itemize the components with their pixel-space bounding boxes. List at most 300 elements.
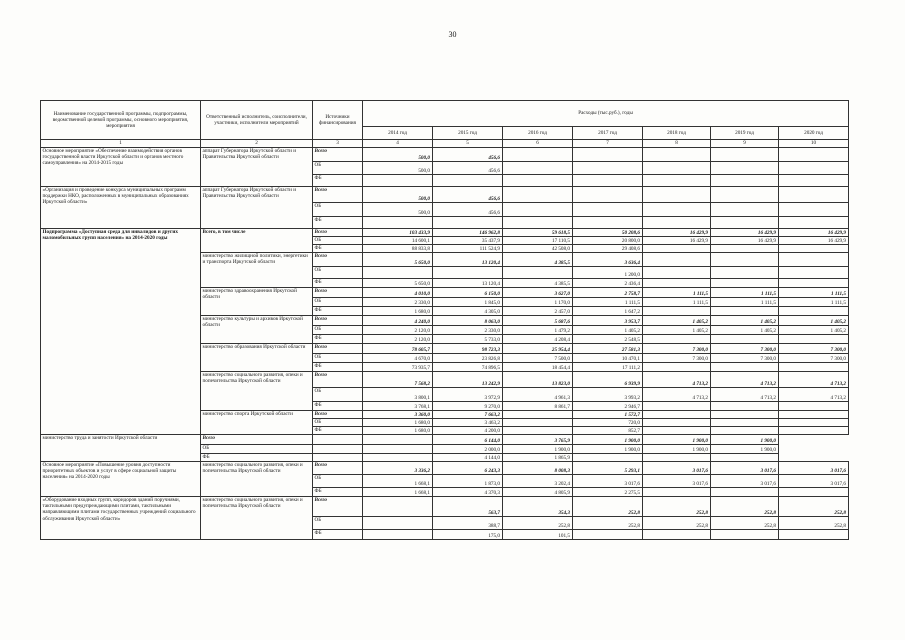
expense-value: 9 270,0 [433,402,503,411]
expense-value: 59 618,5 [503,229,573,237]
expense-value [573,217,643,229]
expense-value: 2 457,0 [503,307,573,316]
expense-value [711,217,779,229]
funding-source: ОБ [313,298,363,307]
expense-value: 7 300,0 [643,354,711,363]
executor: аппарат Губернатора Иркутской области и Правительства Иркутской области [201,187,313,229]
expense-value [711,363,779,372]
expense-value: 252,8 [779,517,849,530]
funding-source: Всего [313,187,363,203]
header-year: 2018 год [643,126,711,139]
expense-value: 3 017,6 [643,475,711,488]
funding-source: ОБ [313,388,363,402]
budget-table [40,100,849,540]
expense-value: 6 144,0 [433,435,503,445]
funding-source: Всего [313,229,363,237]
expense-value: 29 408,6 [573,245,643,253]
expense-value [643,427,711,435]
expense-value [643,175,711,187]
column-number: 6 [503,140,573,148]
funding-source: Всего [313,411,363,419]
funding-source: ФБ [313,175,363,187]
expense-value: 1 900,0 [643,445,711,454]
expense-value: 1 405,2 [711,316,779,326]
expense-value: 563,7 [433,497,503,517]
expense-value [573,203,643,217]
expense-value: 42 508,0 [503,245,573,253]
expense-value [503,419,573,427]
expense-value: 1 111,5 [711,298,779,307]
expense-value [643,454,711,462]
expense-value: 3 017,6 [779,462,849,475]
table-row [41,229,849,237]
funding-source: Всего [313,288,363,298]
expense-value [779,279,849,288]
expense-value: 252,8 [573,497,643,517]
expense-value: 16 429,9 [711,229,779,237]
expense-value: 1 111,5 [779,288,849,298]
expense-value [643,488,711,497]
expense-value: 3 017,6 [711,462,779,475]
expense-value: 252,8 [711,517,779,530]
header-expenses: Расходы (тыс.руб.), годы [363,101,849,127]
budget-table-wrapper [40,100,848,540]
expense-value: 1 647,2 [573,307,643,316]
expense-value [711,454,779,462]
expense-value: 4 805,9 [503,488,573,497]
expense-value [503,203,573,217]
expense-value: 88 833,8 [363,245,433,253]
expense-value: 1 111,5 [573,298,643,307]
funding-source: ОБ [313,326,363,335]
expense-value: 7 663,2 [433,411,503,419]
expense-value: 5 650,0 [363,279,433,288]
expense-value [711,307,779,316]
expense-value [711,267,779,279]
funding-source: ФБ [313,217,363,229]
expense-value [779,335,849,344]
program-name: «Организация и проведение конкурса муниципальных программ поддержки НКО, расположенных в муниципальных образованиях Иркутской области» [41,187,201,229]
expense-value [643,187,711,203]
expense-value [573,187,643,203]
expense-value: 500,0 [363,203,433,217]
expense-value [433,175,503,187]
expense-value: 388,7 [433,517,503,530]
expense-value [779,245,849,253]
funding-source: ФБ [313,363,363,372]
funding-source: Всего [313,462,363,475]
executor: аппарат Губернатора Иркутской области и Правительства Иркутской области [201,148,313,187]
funding-source: ФБ [313,402,363,411]
expense-value [711,162,779,175]
expense-value [643,203,711,217]
expense-value [711,411,779,419]
table-row [41,435,849,445]
expense-value: 7 300,0 [779,354,849,363]
expense-value: 5 687,6 [503,316,573,326]
expense-value: 4 713,2 [779,372,849,388]
funding-source: ФБ [313,245,363,253]
expense-value: 1 873,0 [433,475,503,488]
funding-source: ОБ [313,203,363,217]
expense-value [573,454,643,462]
expense-value: 2 120,0 [363,326,433,335]
expense-value: 5 650,0 [363,253,433,267]
expense-value [643,253,711,267]
expense-value: 20 800,0 [573,237,643,245]
expense-value: 1 900,0 [573,435,643,445]
expense-value [711,419,779,427]
expense-value: 1 900,0 [711,445,779,454]
funding-source: ФБ [313,279,363,288]
expense-value: 10 470,1 [573,354,643,363]
expense-value: 1 865,9 [503,454,573,462]
header-year: 2016 год [503,126,573,139]
expense-value [779,187,849,203]
expense-value: 2 436,4 [573,279,643,288]
expense-value: 456,6 [433,162,503,175]
expense-value: 252,8 [573,517,643,530]
program-name: Основное мероприятие «Повышение уровня доступности приоритетных объектов и услуг в сфере социальной защиты населения» на 2014-2020 годы [41,462,201,497]
expense-value: 1 405,2 [711,326,779,335]
column-number: 3 [313,140,363,148]
expense-value [779,253,849,267]
expense-value: 103 433,9 [363,229,433,237]
expense-value: 1 680,0 [363,307,433,316]
expense-value [503,411,573,419]
expense-value: 2 275,5 [573,488,643,497]
expense-value: 3 627,0 [503,288,573,298]
expense-value: 7 300,0 [711,354,779,363]
funding-source: Всего [313,344,363,354]
expense-value: 111 524,9 [433,245,503,253]
page-number: 30 [448,30,457,39]
funding-source: Всего [313,372,363,388]
expense-value: 27 581,3 [573,344,643,354]
expense-value: 3 636,4 [573,253,643,267]
expense-value: 4 961,3 [503,388,573,402]
expense-value: 1 680,0 [363,427,433,435]
expense-value [503,175,573,187]
expense-value: 3 972,9 [433,388,503,402]
funding-source: ФБ [201,454,313,462]
expense-value [779,217,849,229]
expense-value: 1 200,0 [573,267,643,279]
expense-value: 1 111,5 [643,298,711,307]
expense-value: 4 144,0 [433,454,503,462]
expense-value [643,279,711,288]
expense-value: 3 017,6 [711,475,779,488]
expense-value: 4 208,4 [503,335,573,344]
executor: министерство социального развития, опеки и попечительства Иркутской области [201,462,313,497]
expense-value: 4 713,2 [711,372,779,388]
expense-value: 78 605,7 [363,344,433,354]
expense-value [313,435,363,445]
expense-value [711,245,779,253]
expense-value [643,335,711,344]
executor: министерство социального развития, опеки и попечительства Иркутской области [201,372,313,411]
expense-value: 7 300,0 [779,344,849,354]
expense-value: 13 242,9 [433,372,503,388]
expense-value [711,187,779,203]
expense-value: 1 111,5 [643,288,711,298]
expense-value [573,148,643,162]
column-number: 9 [711,140,779,148]
expense-value [643,245,711,253]
expense-value: 2 330,0 [363,298,433,307]
expense-value: 456,6 [433,148,503,162]
expense-value: 1 900,0 [711,435,779,445]
funding-source: ОБ [313,517,363,530]
expense-value: 50 208,6 [573,229,643,237]
expense-value: 4 240,0 [363,316,433,326]
expense-value: 1 900,0 [643,435,711,445]
expense-value [363,517,433,530]
funding-source: Всего [201,435,313,445]
expense-value: 4 713,2 [643,372,711,388]
expense-value: 252,8 [643,517,711,530]
expense-value: 7 300,0 [643,344,711,354]
expense-value: 1 668,1 [363,488,433,497]
funding-source: ОБ [313,267,363,279]
expense-value: 6 939,9 [573,372,643,388]
expense-value: 13 120,4 [433,253,503,267]
expense-value: 13 120,4 [433,279,503,288]
expense-value [503,148,573,162]
expense-value: 6 150,0 [433,288,503,298]
expense-value [779,363,849,372]
expense-value [711,427,779,435]
expense-value: 8 063,0 [433,316,503,326]
column-number: 1 [41,140,201,148]
header-col2: Ответственный исполнитель, соисполнители, участники, исполнители мероприятий [201,101,313,140]
expense-value: 1 170,0 [503,298,573,307]
expense-value: 16 429,9 [779,237,849,245]
expense-value [711,335,779,344]
expense-value: 7 568,2 [363,372,433,388]
expense-value: 25 954,4 [503,344,573,354]
program-name: Подпрограмма «Доступная среда для инвалидов и других маломобильных групп населения» на 2014-2020 годы [41,229,201,435]
expense-value: 2 758,7 [573,288,643,298]
expense-value: 2 000,0 [433,445,503,454]
executor: министерство жилищной политики, энергетики и транспорта Иркутской области [201,253,313,288]
expense-value: 1 479,2 [503,326,573,335]
column-number: 10 [779,140,849,148]
expense-value [711,402,779,411]
expense-value: 3 017,6 [779,475,849,488]
expense-value: 3 017,6 [573,475,643,488]
expense-value: 74 896,5 [433,363,503,372]
expense-value [573,162,643,175]
expense-value: 13 823,0 [503,372,573,388]
expense-value [643,530,711,540]
expense-value: 2 946,7 [573,402,643,411]
expense-value [503,427,573,435]
expense-value [643,402,711,411]
expense-value [779,148,849,162]
expense-value [643,148,711,162]
expense-value: 3 360,0 [363,411,433,419]
funding-source: ФБ [313,530,363,540]
funding-source: ОБ [313,162,363,175]
expense-value [573,530,643,540]
executor: министерство труда и занятости Иркутской области [41,435,201,462]
funding-source: ОБ [313,475,363,488]
expense-value: 3 463,2 [433,419,503,427]
funding-source: ФБ [313,488,363,497]
expense-value: 2 548,5 [573,335,643,344]
funding-source: ФБ [313,335,363,344]
executor: министерство спорта Иркутской области [201,411,313,435]
expense-value [313,445,363,454]
expense-value [363,454,433,462]
funding-source: Всего [313,497,363,517]
expense-value [779,530,849,540]
expense-value: 500,0 [363,148,433,162]
expense-value: 1 405,2 [643,326,711,335]
expense-value: 1 900,0 [573,445,643,454]
expense-value: 1 405,2 [573,326,643,335]
expense-value: 175,0 [433,530,503,540]
column-number: 7 [573,140,643,148]
expense-value [433,267,503,279]
expense-value [779,162,849,175]
expense-value [643,267,711,279]
column-number: 4 [363,140,433,148]
expense-value: 98 723,3 [433,344,503,354]
expense-value: 7 300,0 [711,344,779,354]
expense-value: 4 370,3 [433,488,503,497]
expense-value: 3 953,7 [573,316,643,326]
expense-value: 17 111,2 [573,363,643,372]
header-col1: Наименование государственной программы, подпрограммы, ведомственной целевой программы, основного мероприятия, мероприятия [41,101,201,140]
expense-value [363,217,433,229]
expense-value: 101,5 [503,530,573,540]
expense-value: 252,8 [779,497,849,517]
expense-value: 1 405,2 [779,326,849,335]
expense-value [779,419,849,427]
expense-value: 4 200,0 [433,427,503,435]
executor: министерство социального развития, опеки и попечительства Иркутской области [201,497,313,540]
expense-value: 5 733,0 [433,335,503,344]
expense-value [573,175,643,187]
funding-source: Всего [313,148,363,162]
expense-value [313,454,363,462]
expense-value: 3 202,4 [503,475,573,488]
expense-value [779,488,849,497]
expense-value [503,217,573,229]
expense-value: 1 680,0 [363,419,433,427]
expense-value [711,279,779,288]
expense-value: 500,0 [363,162,433,175]
funding-source: ФБ [313,307,363,316]
expense-value [363,175,433,187]
expense-value: 6 243,3 [433,462,503,475]
expense-value [779,402,849,411]
expense-value [643,363,711,372]
table-row [41,462,849,475]
expense-value [779,411,849,419]
expense-value [643,307,711,316]
column-number: 2 [201,140,313,148]
expense-value [711,253,779,267]
expense-value: 2 120,0 [363,335,433,344]
expense-value: 1 111,5 [711,288,779,298]
expense-value [779,203,849,217]
expense-value: 500,0 [363,187,433,203]
expense-value: 3 800,1 [363,388,433,402]
expense-value [711,203,779,217]
expense-value: 18 454,4 [503,363,573,372]
expense-value: 5 293,1 [573,462,643,475]
expense-value: 1 405,2 [779,316,849,326]
table-row [41,187,849,203]
header-year: 2017 год [573,126,643,139]
expense-value [779,175,849,187]
column-number: 5 [433,140,503,148]
expense-value [433,217,503,229]
expense-value: 14 600,1 [363,237,433,245]
expense-value: 3 765,9 [503,435,573,445]
expense-value: 16 429,9 [643,229,711,237]
executor: министерство здравоохранения Иркутской области [201,288,313,316]
expense-value [363,497,433,517]
expense-value: 1 572,7 [573,411,643,419]
expense-value: 4 713,2 [711,388,779,402]
executor: министерство образования Иркутской области [201,344,313,372]
expense-value: 3 017,6 [643,462,711,475]
expense-value: 4 713,2 [643,388,711,402]
expense-value [363,435,433,445]
funding-source: ОБ [313,354,363,363]
expense-value: 456,6 [433,187,503,203]
header-year: 2019 год [711,126,779,139]
expense-value: 16 429,9 [779,229,849,237]
expense-value: 146 962,8 [433,229,503,237]
expense-value: 1 900,0 [503,445,573,454]
expense-value: 252,8 [503,517,573,530]
expense-value: 8 861,7 [503,402,573,411]
expense-value: 2 330,0 [433,326,503,335]
executor: министерство культуры и архивов Иркутской области [201,316,313,344]
expense-value: 4 305,0 [433,307,503,316]
expense-value: 1 111,5 [779,298,849,307]
expense-value [363,445,433,454]
funding-source: ФБ [313,427,363,435]
expense-value [643,419,711,427]
expense-value: 8 008,3 [503,462,573,475]
expense-value [711,488,779,497]
expense-value [711,530,779,540]
executor: Всего, в том числе [201,229,313,253]
expense-value [779,307,849,316]
expense-value: 23 826,8 [433,354,503,363]
expense-value: 17 110,5 [503,237,573,245]
header-year: 2020 год [779,126,849,139]
expense-value [363,267,433,279]
expense-value: 1 405,2 [643,316,711,326]
program-name: «Оборудование входных групп, коридоров зданий поручнями, тактильными предупреждающими плитами, тактильными направляющими плитами государственных учреждений социального обслуживания Иркутской области» [41,497,201,540]
expense-value [711,175,779,187]
expense-value [643,162,711,175]
expense-value: 4 670,0 [363,354,433,363]
table-row [41,497,849,517]
funding-source: Всего [313,253,363,267]
funding-source: Всего [313,316,363,326]
funding-source: ОБ [313,237,363,245]
expense-value: 16 429,9 [643,237,711,245]
expense-value [711,148,779,162]
